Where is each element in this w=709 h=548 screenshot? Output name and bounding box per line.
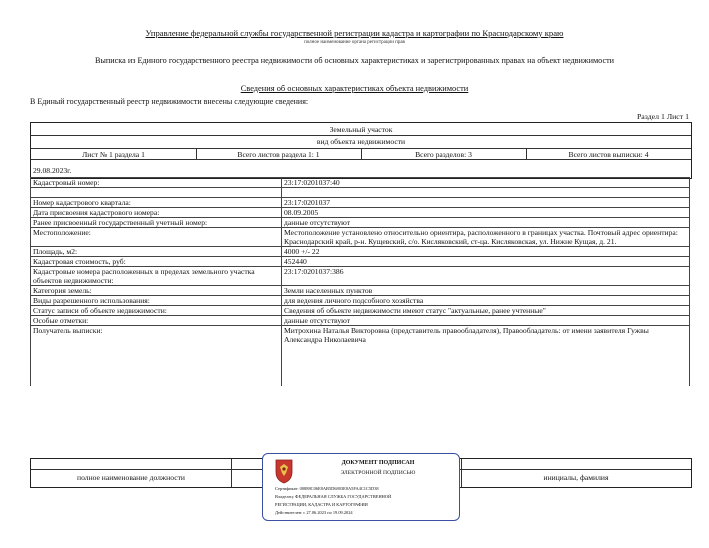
property-key: Категория земель: xyxy=(31,286,282,296)
property-key: Местоположение: xyxy=(31,228,282,247)
object-type: Земельный участок xyxy=(329,125,393,134)
extract-sheet-count: Всего листов выписки: 4 xyxy=(568,150,649,159)
property-value: Земли населенных пунктов xyxy=(282,286,690,296)
property-value: Сведения об объекте недвижимости имеют статус "актуальные, ранее учтенные" xyxy=(282,306,690,316)
stamp-title: ДОКУМЕНТ ПОДПИСАН xyxy=(341,460,415,466)
agency-subtitle: полное наименование органа регистрации прав xyxy=(304,40,405,45)
table-row xyxy=(31,228,690,247)
table-row xyxy=(31,178,690,188)
property-key: Площадь, м2: xyxy=(31,247,282,257)
position-caption: полное наименование должности xyxy=(77,473,185,482)
section-label: Раздел 1 Лист 1 xyxy=(636,112,689,121)
e-signature-stamp xyxy=(262,453,460,521)
extract-date: 29.08.2023г. xyxy=(33,166,72,175)
table-row xyxy=(31,257,690,267)
object-type-caption: вид объекта недвижимости xyxy=(316,137,406,146)
property-key: Ранее присвоенный государственный учетный номер: xyxy=(31,218,282,228)
table-row xyxy=(31,326,690,387)
property-key: Кадастровый номер: xyxy=(31,178,282,188)
stamp-validity: Действителен: с 27.06.2023 по 19.09.2024 xyxy=(275,510,353,515)
property-value: 23:17:0201037 xyxy=(282,198,690,208)
table-row xyxy=(31,286,690,296)
section-sheet-count: Всего листов раздела 1: 1 xyxy=(237,150,320,159)
sheet-number: Лист № 1 раздела 1 xyxy=(82,150,145,159)
property-value: данные отсутствуют xyxy=(282,316,690,326)
table-row xyxy=(31,188,690,198)
property-key: Получатель выписки: xyxy=(31,326,282,387)
table-row xyxy=(31,198,690,208)
table-row xyxy=(31,208,690,218)
property-value: для ведения личного подсобного хозяйства xyxy=(282,296,690,306)
property-value: 23:17:0201037:386 xyxy=(282,267,690,286)
property-key: Дата присвоения кадастрового номера: xyxy=(31,208,282,218)
property-key: Номер кадастрового квартала: xyxy=(31,198,282,208)
extract-title: Выписка из Единого государственного реестра недвижимости об основных характеристиках и зарегистрированных правах на объект недвижимости xyxy=(94,56,615,65)
property-value: 08.09.2005 xyxy=(282,208,690,218)
property-key: Особые отметки: xyxy=(31,316,282,326)
property-value: Местоположение установлено относительно ориентира, расположенного в границах участка. Почтовый адрес ориентира: Краснодарский край, р-н. Кущевский, с/о. Кисляковский, ст-ца. Кисляковская, ул. Нижне Кущая, д. 21. xyxy=(282,228,690,247)
table-row xyxy=(31,296,690,306)
property-value: 23:17:0201037:40 xyxy=(282,178,690,188)
property-key: Виды разрешенного использования: xyxy=(31,296,282,306)
stamp-subtitle: ЭЛЕКТРОННОЙ ПОДПИСЬЮ xyxy=(340,470,416,476)
initials-caption: инициалы, фамилия xyxy=(543,473,609,482)
object-header-box xyxy=(30,122,692,179)
table-row xyxy=(31,316,690,326)
table-row xyxy=(31,218,690,228)
table-row xyxy=(31,247,690,257)
section-count: Всего разделов: 3 xyxy=(415,150,472,159)
property-key: Кадастровая стоимость, руб: xyxy=(31,257,282,267)
table-row xyxy=(31,267,690,286)
property-value: данные отсутствуют xyxy=(282,218,690,228)
property-value: 4000 +/- 22 xyxy=(282,247,690,257)
property-value: 452440 xyxy=(282,257,690,267)
stamp-owner: Владелец: ФЕДЕРАЛЬНАЯ СЛУЖБА ГОСУДАРСТВЕННОЙ xyxy=(275,494,392,499)
properties-table xyxy=(30,177,690,386)
property-key: Статус записи об объекте недвижимости: xyxy=(31,306,282,316)
info-title: Сведения об основных характеристиках объекта недвижимости xyxy=(240,84,469,93)
property-key: Кадастровые номера расположенных в пределах земельного участка объектов недвижимости: xyxy=(31,267,282,286)
stamp-certificate: Сертификат: 00888C06E8AB5D6803E8A5FA4C1C5D38 xyxy=(275,486,379,491)
agency-title: Управление федеральной службы государственной регистрации кадастра и картографии по Краснодарскому краю xyxy=(145,28,564,38)
property-value: Митрохина Наталья Викторовна (представитель правообладателя), Правообладатель: от имени заявителя Гужвы Александра Николаевича xyxy=(282,326,690,387)
stamp-owner-2: РЕГИСТРАЦИИ, КАДАСТРА И КАРТОГРАФИИ xyxy=(275,502,368,507)
table-row xyxy=(31,306,690,316)
intro-text: В Единый государственный реестр недвижимости внесены следующие сведения: xyxy=(30,97,309,106)
coat-of-arms-icon xyxy=(273,458,295,484)
